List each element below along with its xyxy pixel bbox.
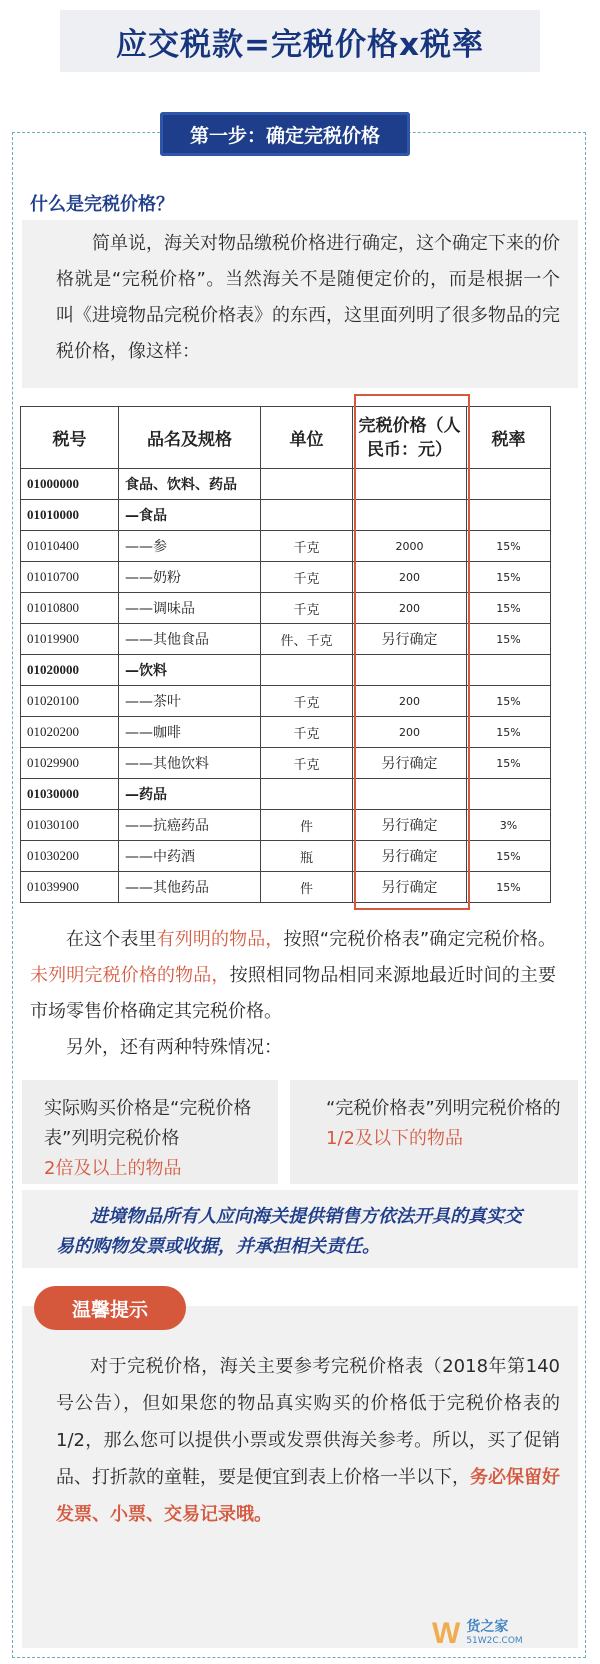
notice-line-2: 易的购物发票或收据，并承担相关责任。 — [56, 1236, 380, 1257]
cell-name: ——中药酒 — [119, 841, 261, 872]
tip-box — [22, 1306, 578, 1648]
cell-name: ——其他药品 — [119, 872, 261, 903]
cell-rate — [467, 779, 551, 810]
cell-price: 另行确定 — [353, 624, 467, 655]
cell-code: 01030100 — [21, 810, 119, 841]
table-row — [21, 872, 551, 903]
cell-name: —饮料 — [119, 655, 261, 686]
special-cases-intro: 另外，还有两种特殊情况： — [66, 1037, 282, 1058]
header-unit: 单位 — [261, 407, 353, 469]
cell-price: 另行确定 — [353, 748, 467, 779]
cell-price: 200 — [353, 593, 467, 624]
cell-price: 200 — [353, 717, 467, 748]
case-box-right: “完税价格表”列明完税价格的1/2及以下的物品 — [290, 1080, 578, 1184]
explanation-paragraph: 在这个表里有列明的物品，按照“完税价格表”确定完税价格。未列明完税价格的物品，按照相同物品相同来源地最近时间的主要市场零售价格确定其完税价格。 — [30, 929, 557, 1022]
case-box-left: 实际购买价格是“完税价格表”列明完税价格 2倍及以上的物品 — [22, 1080, 278, 1184]
cell-rate: 15% — [467, 624, 551, 655]
cell-rate: 15% — [467, 748, 551, 779]
table-row — [21, 748, 551, 779]
table-row — [21, 810, 551, 841]
cell-rate: 15% — [467, 686, 551, 717]
cell-name: ——咖啡 — [119, 717, 261, 748]
table-row — [21, 686, 551, 717]
cell-rate: 15% — [467, 562, 551, 593]
table-row — [21, 779, 551, 810]
cell-price: 另行确定 — [353, 841, 467, 872]
cell-code: 01029900 — [21, 748, 119, 779]
cell-rate: 15% — [467, 841, 551, 872]
watermark-url: 51W2C.COM — [466, 1636, 523, 1646]
header-price: 完税价格（人民币：元） — [353, 407, 467, 469]
tax-price-table — [20, 406, 551, 903]
watermark-brand: 货之家 — [466, 1619, 509, 1635]
cell-name: 食品、饮料、药品 — [119, 469, 261, 500]
table-row — [21, 469, 551, 500]
cell-rate — [467, 655, 551, 686]
cell-code: 01019900 — [21, 624, 119, 655]
cell-unit: 千克 — [261, 593, 353, 624]
price-column-highlight — [354, 394, 470, 910]
table-row — [21, 624, 551, 655]
cell-code: 01010700 — [21, 562, 119, 593]
table-row — [21, 562, 551, 593]
table-row — [21, 655, 551, 686]
cell-unit: 千克 — [261, 686, 353, 717]
cell-name: —食品 — [119, 500, 261, 531]
cell-unit: 瓶 — [261, 841, 353, 872]
explanation-section — [30, 922, 556, 1066]
cell-name: ——茶叶 — [119, 686, 261, 717]
watermark-w-icon: W — [432, 1617, 461, 1650]
cell-unit: 千克 — [261, 562, 353, 593]
cell-unit: 件、千克 — [261, 624, 353, 655]
table-row — [21, 717, 551, 748]
cell-unit — [261, 500, 353, 531]
cell-unit — [261, 469, 353, 500]
cell-name: ——其他食品 — [119, 624, 261, 655]
cell-price: 200 — [353, 562, 467, 593]
cell-price: 另行确定 — [353, 810, 467, 841]
step-one-tab: 第一步：确定完税价格 — [160, 112, 410, 156]
tip-paragraph: 对于完税价格，海关主要参考完税价格表（2018年第140号公告），但如果您的物品真实购买的价格低于完税价格表的1/2，那么您可以提供小票或发票供海关参考。所以，买了促销品、打折款的童鞋，要是便宜到表上价格一半以下，务必保留好发票、小票、交易记录哦。 — [56, 1356, 560, 1525]
cell-code: 01020100 — [21, 686, 119, 717]
cell-rate — [467, 500, 551, 531]
cell-name: ——奶粉 — [119, 562, 261, 593]
header-code: 税号 — [21, 407, 119, 469]
cell-price: 2000 — [353, 531, 467, 562]
cell-code: 01000000 — [21, 469, 119, 500]
cell-unit: 千克 — [261, 717, 353, 748]
intro-box — [22, 220, 578, 388]
invoice-notice-box — [22, 1190, 578, 1268]
cell-unit: 千克 — [261, 531, 353, 562]
watermark-logo — [432, 1612, 582, 1656]
table-row — [21, 593, 551, 624]
cell-name: ——参 — [119, 531, 261, 562]
cell-name: ——其他饮料 — [119, 748, 261, 779]
cell-code: 01020000 — [21, 655, 119, 686]
table-row — [21, 531, 551, 562]
page-title: 应交税款=完税价格x税率 — [60, 10, 540, 72]
cell-rate: 15% — [467, 531, 551, 562]
cell-code: 01030200 — [21, 841, 119, 872]
table-header-row — [21, 407, 551, 469]
cell-unit — [261, 779, 353, 810]
cell-name: ——抗癌药品 — [119, 810, 261, 841]
table-body — [21, 469, 551, 903]
cell-unit — [261, 655, 353, 686]
tip-badge: 温馨提示 — [34, 1286, 186, 1330]
cell-unit: 千克 — [261, 748, 353, 779]
cell-code: 01030000 — [21, 779, 119, 810]
header-rate: 税率 — [467, 407, 551, 469]
intro-paragraph: 简单说，海关对物品缴税价格进行确定，这个确定下来的价格就是“完税价格”。当然海关不是随便定价的，而是根据一个叫《进境物品完税价格表》的东西，这里面列明了很多物品的完税价格，像这样： — [56, 233, 560, 362]
cell-code: 01020200 — [21, 717, 119, 748]
cell-rate: 3% — [467, 810, 551, 841]
cell-code: 01039900 — [21, 872, 119, 903]
table-row — [21, 841, 551, 872]
notice-line-1: 进境物品所有人应向海关提供销售方依法开具的真实交 — [90, 1206, 522, 1227]
question-heading: 什么是完税价格？ — [30, 194, 174, 215]
cell-rate: 15% — [467, 593, 551, 624]
cell-price: 200 — [353, 686, 467, 717]
cell-rate: 15% — [467, 872, 551, 903]
cell-name: ——调味品 — [119, 593, 261, 624]
cell-name: —药品 — [119, 779, 261, 810]
cell-unit: 件 — [261, 810, 353, 841]
cell-code: 01010800 — [21, 593, 119, 624]
cell-rate: 15% — [467, 717, 551, 748]
header-name: 品名及规格 — [119, 407, 261, 469]
cell-rate — [467, 469, 551, 500]
cell-code: 01010000 — [21, 500, 119, 531]
cell-code: 01010400 — [21, 531, 119, 562]
cell-price: 另行确定 — [353, 872, 467, 903]
table-row — [21, 500, 551, 531]
cell-unit: 件 — [261, 872, 353, 903]
